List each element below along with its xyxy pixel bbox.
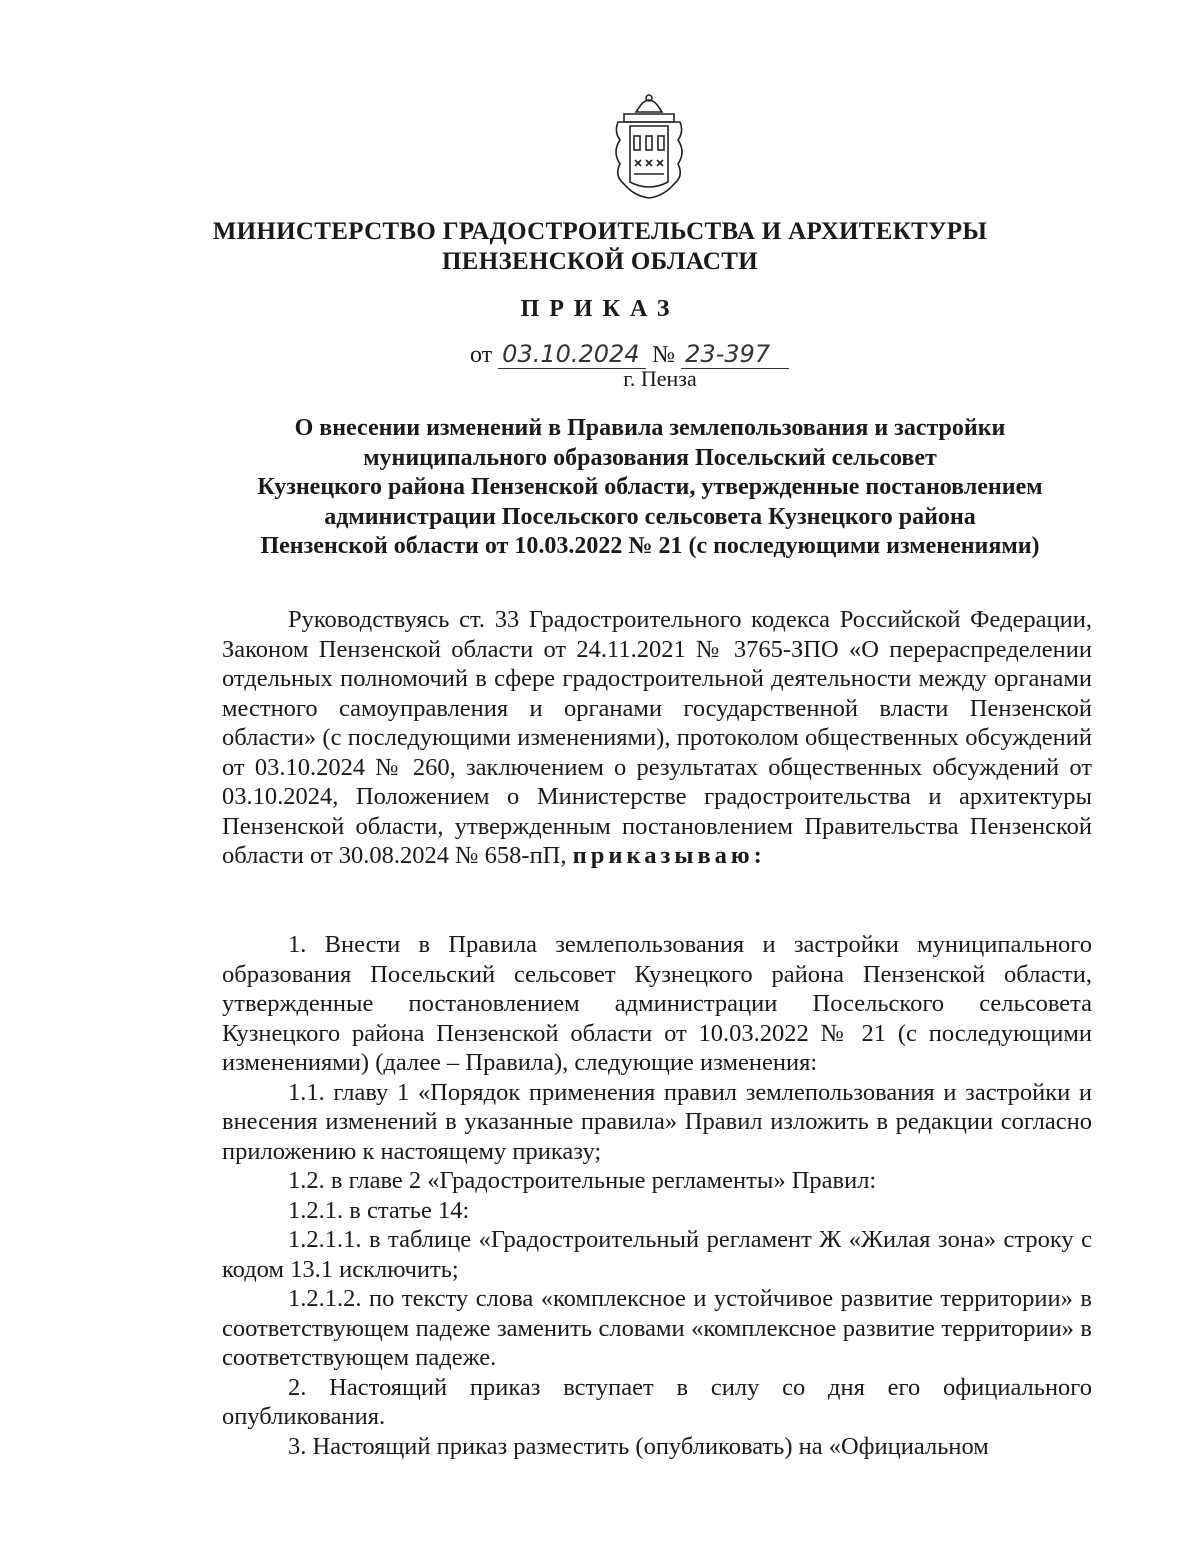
subject-line: администрации Посельского сельсовета Кузнецкого района [324,503,976,530]
preamble-paragraph [222,605,1092,871]
subject-line: О внесении изменений в Правила землепользования и застройки [294,415,1006,441]
handwritten-number: 23-397 [681,340,789,369]
order-items-block [222,930,1092,1461]
order-item: 1.2. в главе 2 «Градостроительные регламенты» Правил: [288,1167,877,1194]
order-item: 1.1. главу 1 «Порядок применения правил землепользования и застройки и внесения изменений в указанные правила» Правил изложить в редакции согласно приложению к настоящему приказу; [222,1078,1092,1165]
preamble-text: Руководствуясь ст. 33 Градостроительного кодекса Российской Федерации, Законом Пензенской области от 24.11.2021 № 3765-ЗПО «О перераспределении отдельных полномочий в сфере градостроительной деятельности между органами местного самоуправления и органами государственной власти Пензенской области» (с последующими изменениями), протоколом общественных обсуждений от 03.10.2024 № 260, заключением о результатах общественных обсуждений от 03.10.2024, Положением о Министерстве градостроительства и архитектуры Пензенской области, утвержденным постановлением Правительства Пензенской области от 30.08.2024 № 658-пП, [222,606,1092,869]
ministry-name-line2: ПЕНЗЕНСКОЙ ОБЛАСТИ [442,248,758,275]
order-item: 2. Настоящий приказ вступает в силу со дня его официального опубликования. [222,1373,1092,1430]
order-word: приказываю: [572,842,766,869]
document-type-title: ПРИКАЗ [520,296,680,322]
order-item: 1.2.1.1. в таблице «Градостроительный регламент Ж «Жилая зона» строку с кодом 13.1 исключить; [222,1226,1092,1283]
subject-line: Кузнецкого района Пензенской области, утвержденные постановлением [257,474,1043,500]
order-item: 3. Настоящий приказ разместить (опубликовать) на «Официальном [288,1432,989,1460]
preamble-block [222,605,1092,871]
handwritten-date: 03.10.2024 [498,340,646,369]
order-item: 1.2.1. в статье 14: [288,1196,470,1224]
city-label: г. Пенза [623,366,697,391]
date-number-line [470,340,789,369]
document-subject [200,414,1100,562]
coat-of-arms-emblem [604,92,694,202]
number-prefix: № [652,342,676,368]
ministry-name-line1: МИНИСТЕРСТВО ГРАДОСТРОИТЕЛЬСТВА И АРХИТЕКТУРЫ [212,218,988,245]
order-item: 1.2.1.2. по тексту слова «комплексное и устойчивое развитие территории» в соответствующем падеже заменить словами «комплексное развитие территории» в соответствующем падеже. [222,1285,1092,1371]
date-prefix: от [470,342,493,368]
subject-line: Пензенской области от 10.03.2022 № 21 (с последующими изменениями) [260,533,1040,559]
subject-line: муниципального образования Посельский сельсовет [363,444,937,471]
order-item: 1. Внести в Правила землепользования и застройки муниципального образования Посельский сельсовет Кузнецкого района Пензенской области, утвержденные постановлением администрации Посельского сельсовета Кузнецкого района Пензенской области от 10.03.2022 № 21 (с последующими изменениями) (далее – Правила), следующие изменения: [222,931,1092,1076]
